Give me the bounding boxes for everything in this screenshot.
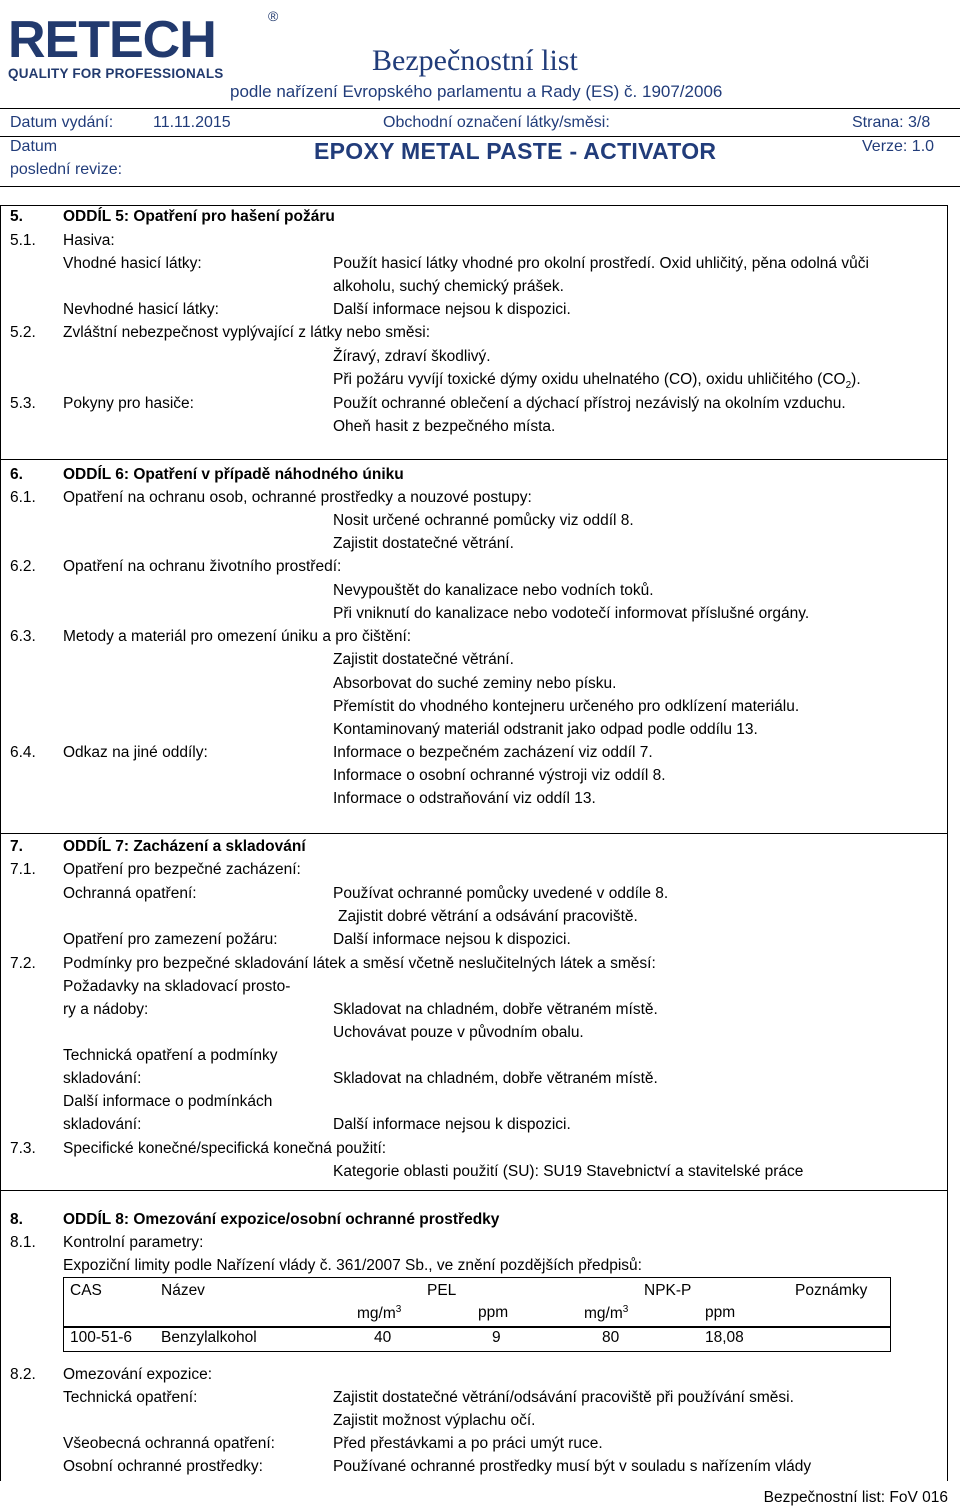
s6-3-line2: Absorbovat do suché zeminy nebo písku. (333, 675, 617, 692)
section-5-title: ODDÍL 5: Opatření pro hašení požáru (63, 208, 335, 225)
s7-1-number: 7.1. (10, 861, 36, 878)
table-cell-cas: 100-51-6 (70, 1329, 133, 1346)
s6-2-number: 6.2. (10, 558, 36, 575)
s5-2-title: Zvláštní nebezpečnost vyplývající z látky nebo směsi: (63, 324, 430, 341)
storage-requirements-line1: Skladovat na chladném, dobře větraném místě. (333, 1001, 658, 1018)
hazard-line2-subscript: 2 (845, 380, 852, 392)
pel-unit-mg (357, 1304, 401, 1323)
further-info-label-line2: skladování: (63, 1116, 142, 1133)
s7-2-number: 7.2. (10, 955, 36, 972)
hazard-line2 (333, 371, 861, 391)
unsuitable-media-label: Nevhodné hasicí látky: (63, 301, 219, 318)
section-8-title: ODDÍL 8: Omezování expozice/osobní ochranné prostředky (63, 1211, 500, 1228)
section-5-number: 5. (10, 208, 23, 225)
hazard-line1: Žíravý, zdraví škodlivý. (333, 348, 491, 365)
footer-document-code: Bezpečnostní list: FoV 016 (763, 1489, 948, 1506)
table-row-divider (64, 1326, 890, 1328)
engineering-controls-label: Technická opatření: (63, 1389, 198, 1406)
s6-1-line1: Nosit určené ochranné pomůcky viz oddíl 8. (333, 512, 634, 529)
npk-unit-ppm: ppm (705, 1304, 736, 1321)
pel-unit-ppm: ppm (478, 1304, 509, 1321)
retech-logo (8, 6, 279, 84)
unsuitable-media: Další informace nejsou k dispozici. (333, 301, 571, 318)
storage-requirements-label-line1: Požadavky na skladovací prosto- (63, 978, 291, 995)
s6-4-line3: Informace o odstraňování viz oddíl 13. (333, 790, 596, 807)
engineering-controls-line1: Zajistit dostatečné větrání/odsávání pracoviště při používání směsi. (333, 1389, 794, 1406)
s6-1-line2: Zajistit dostatečné větrání. (333, 535, 514, 552)
issue-date-label: Datum vydání: (10, 114, 114, 131)
revision-label-line2: poslední revize: (10, 161, 123, 178)
protective-measures-label: Ochranná opatření: (63, 885, 197, 902)
s6-3-number: 6.3. (10, 628, 36, 645)
table-cell-name: Benzylalkohol (161, 1329, 257, 1346)
storage-requirements-line2: Uchovávat pouze v původním obalu. (333, 1024, 584, 1041)
issue-date: 11.11.2015 (153, 114, 231, 131)
table-header-pel: PEL (427, 1282, 457, 1299)
protective-measures-line1: Používat ochranné pomůcky uvedené v oddíle 8. (333, 885, 669, 902)
suitable-media-line1: Použít hasicí látky vhodné pro okolní prostředí. Oxid uhličitý, pěna odolná vůči (333, 255, 869, 272)
s6-3-title: Metody a materiál pro omezení úniku a pro čištění: (63, 628, 412, 645)
registered-mark: ® (268, 8, 279, 24)
technical-measures-label-line2: skladování: (63, 1070, 142, 1087)
s6-3-line1: Zajistit dostatečné větrání. (333, 651, 514, 668)
document-title: Bezpečnostní list (372, 44, 578, 77)
section-8-number: 8. (10, 1211, 23, 1228)
engineering-controls-line2: Zajistit možnost výplachu očí. (333, 1412, 536, 1429)
version: Verze: 1.0 (862, 138, 935, 155)
suitable-media-label: Vhodné hasicí látky: (63, 255, 202, 272)
header-divider-mid (0, 136, 960, 137)
technical-measures-label-line1: Technická opatření a podmínky (63, 1047, 278, 1064)
page-number: Strana: 3/8 (852, 114, 931, 131)
logo-wordmark: RETECH (8, 11, 216, 69)
exposure-limits-table (63, 1277, 891, 1352)
npk-unit-mg-text: mg/m (584, 1305, 623, 1323)
fire-prevention-label: Opatření pro zamezení požáru: (63, 931, 278, 948)
section-7-title: ODDÍL 7: Zacházení a skladování (63, 838, 306, 855)
npk-unit-mg-sup: 3 (622, 1304, 629, 1315)
s6-2-title: Opatření na ochranu životního prostředí: (63, 558, 342, 575)
s5-1-number: 5.1. (10, 232, 36, 249)
s5-2-number: 5.2. (10, 324, 36, 341)
table-cell-npk-ppm: 18,08 (705, 1329, 744, 1346)
s5-3-number: 5.3. (10, 395, 36, 412)
ppe: Používané ochranné prostředky musí být v souladu s nařízením vlády (333, 1458, 812, 1475)
further-info: Další informace nejsou k dispozici. (333, 1116, 571, 1133)
table-header-npk: NPK-P (644, 1282, 692, 1299)
further-info-label-line1: Další informace o podmínkách (63, 1093, 273, 1110)
fire-prevention: Další informace nejsou k dispozici. (333, 931, 571, 948)
trade-name-label: Obchodní označení látky/směsi: (383, 114, 610, 131)
table-cell-npk-mg: 80 (602, 1329, 620, 1346)
s5-1-title: Hasiva: (63, 232, 115, 249)
table-header-notes: Poznámky (795, 1282, 868, 1299)
section-6-number: 6. (10, 466, 23, 483)
s6-3-line3: Přemístit do vhodného kontejneru určeného pro odklízení materiálu. (333, 698, 800, 715)
product-name: EPOXY METAL PASTE - ACTIVATOR (314, 138, 717, 164)
s6-1-number: 6.1. (10, 489, 36, 506)
exposure-limits-note: Expoziční limity podle Nařízení vlády č. 361/2007 Sb., ve znění pozdějších předpisů: (63, 1257, 642, 1274)
pel-unit-mg-text: mg/m (357, 1305, 396, 1323)
s6-2-line1: Nevypouštět do kanalizace nebo vodních toků. (333, 582, 654, 599)
revision-label-line1: Datum (10, 138, 58, 155)
s6-3-line4: Kontaminovaný materiál odstranit jako odpad podle oddílu 13. (333, 721, 758, 738)
ppe-label: Osobní ochranné prostředky: (63, 1458, 263, 1475)
section-7-number: 7. (10, 838, 23, 855)
table-header-cas: CAS (70, 1282, 102, 1299)
s5-3-title: Pokyny pro hasiče: (63, 395, 194, 412)
header-divider-bottom (0, 186, 960, 187)
storage-requirements-label-line2: ry a nádoby: (63, 1001, 149, 1018)
header-divider-top (0, 108, 960, 109)
suitable-media-line2: alkoholu, suchý chemický prášek. (333, 278, 564, 295)
s6-1-title: Opatření na ochranu osob, ochranné prostředky a nouzové postupy: (63, 489, 532, 506)
general-measures: Před přestávkami a po práci umýt ruce. (333, 1435, 603, 1452)
npk-unit-mg (584, 1304, 628, 1323)
s6-4-title: Odkaz na jiné oddíly: (63, 744, 208, 761)
s8-1-number: 8.1. (10, 1234, 36, 1251)
document-subtitle: podle nařízení Evropského parlamentu a Rady (ES) č. 1907/2006 (230, 82, 723, 101)
hazard-line2-text: Při požáru vyvíjí toxické dýmy oxidu uhelnatého (CO), oxidu uhličitého (CO (333, 371, 846, 388)
general-measures-label: Všeobecná ochranná opatření: (63, 1435, 275, 1452)
s7-2-title: Podmínky pro bezpečné skladování látek a směsí včetně neslučitelných látek a směsí: (63, 955, 656, 972)
s7-3-number: 7.3. (10, 1140, 36, 1157)
s8-1-title: Kontrolní parametry: (63, 1234, 204, 1251)
technical-measures: Skladovat na chladném, dobře větraném místě. (333, 1070, 658, 1087)
section-6-title: ODDÍL 6: Opatření v případě náhodného úniku (63, 466, 404, 483)
firefighter-advice-line2: Oheň hasit z bezpečného místa. (333, 418, 556, 435)
table-cell-pel-ppm: 9 (492, 1329, 501, 1346)
logo-tagline: QUALITY FOR PROFESSIONALS (8, 66, 224, 81)
pel-unit-mg-sup: 3 (395, 1304, 402, 1315)
s7-1-title: Opatření pro bezpečné zacházení: (63, 861, 301, 878)
s6-4-line1: Informace o bezpečném zacházení viz oddíl 7. (333, 744, 653, 761)
table-cell-pel-mg: 40 (374, 1329, 392, 1346)
table-header-name: Název (161, 1282, 205, 1299)
protective-measures-line2: Zajistit dobré větrání a odsávání pracoviště. (338, 908, 638, 925)
s7-3-title: Specifické konečné/specifická konečná použití: (63, 1140, 387, 1157)
s6-4-line2: Informace o osobní ochranné výstroji viz oddíl 8. (333, 767, 666, 784)
s6-2-line2: Při vniknutí do kanalizace nebo vodotečí informovat příslušné orgány. (333, 605, 810, 622)
s6-4-number: 6.4. (10, 744, 36, 761)
s8-2-title: Omezování expozice: (63, 1366, 213, 1383)
specific-end-use: Kategorie oblasti použití (SU): SU19 Stavebnictví a stavitelské práce (333, 1163, 804, 1180)
hazard-line2-end: ). (851, 371, 861, 388)
s8-2-number: 8.2. (10, 1366, 36, 1383)
firefighter-advice-line1: Použít ochranné oblečení a dýchací přístroj nezávislý na okolním vzduchu. (333, 395, 846, 412)
